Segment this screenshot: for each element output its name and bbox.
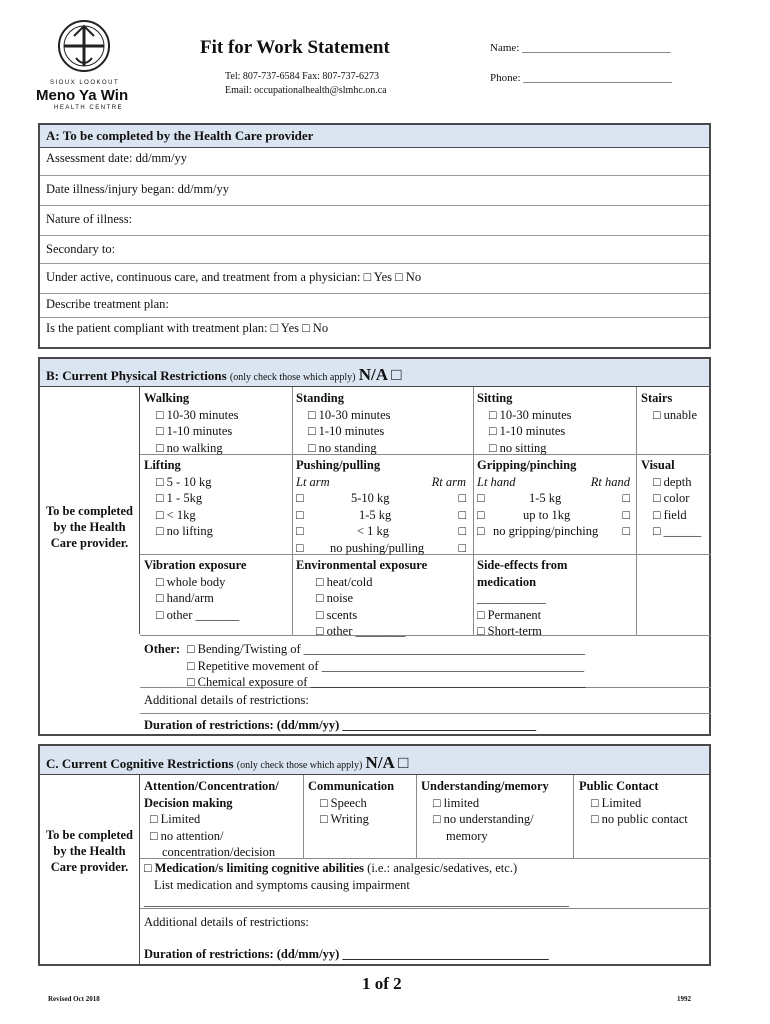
pushing-row[interactable]: □ 1-5 kg □ bbox=[296, 507, 466, 522]
section-b-side-label: To be completed by the Health Care provider. bbox=[40, 387, 140, 634]
medication-note: (i.e.: analgesic/sedatives, etc.) bbox=[364, 861, 518, 875]
vibration-group bbox=[144, 557, 246, 623]
section-b bbox=[38, 357, 711, 736]
attention-title: Attention/Concentration/ bbox=[144, 779, 279, 793]
walking-option[interactable]: □ no walking bbox=[156, 440, 223, 455]
sitting-option[interactable]: □ 10-30 minutes bbox=[489, 407, 572, 422]
b-additional-details[interactable]: Additional details of restrictions: bbox=[144, 693, 309, 707]
walking-group bbox=[144, 390, 239, 456]
compliant-row[interactable]: Is the patient compliant with treatment plan: □ Yes □ No bbox=[46, 321, 329, 335]
lifting-option[interactable]: □ no lifting bbox=[156, 524, 213, 538]
pushing-item-label: no pushing/pulling bbox=[330, 540, 425, 555]
lifting-group bbox=[144, 457, 213, 540]
attention-option[interactable]: □ Limited bbox=[150, 812, 201, 826]
stairs-option[interactable]: □ unable bbox=[653, 407, 697, 422]
standing-option[interactable]: □ 10-30 minutes bbox=[308, 407, 391, 422]
secondary-to-row[interactable]: Secondary to: bbox=[40, 236, 709, 264]
walking-title: Walking bbox=[144, 391, 190, 405]
pushing-row[interactable]: □ 5-10 kg □ bbox=[296, 491, 466, 505]
side-effects-title: Side-effects from medication bbox=[477, 558, 568, 589]
communication-option[interactable]: □ Writing bbox=[320, 812, 369, 826]
vibration-option[interactable]: □ other _______ bbox=[156, 607, 240, 622]
logo-name: Meno Ya Win bbox=[36, 87, 129, 104]
understanding-title: Understanding/memory bbox=[421, 779, 549, 793]
treatment-plan-row[interactable]: Describe treatment plan: bbox=[40, 294, 709, 318]
communication-group bbox=[308, 778, 394, 828]
pushing-item-label: 1-5 kg bbox=[359, 507, 392, 522]
section-a-heading: A: To be completed by the Health Care provider bbox=[40, 125, 709, 148]
pushing-item-label: 5-10 kg bbox=[351, 491, 390, 505]
visual-option[interactable]: □ ______ bbox=[653, 524, 702, 538]
sitting-title: Sitting bbox=[477, 391, 513, 405]
other-option[interactable]: □ Chemical exposure of ____________________________________________ bbox=[187, 675, 586, 689]
other-label-text: Other: bbox=[144, 642, 181, 656]
page-title: Fit for Work Statement bbox=[200, 37, 390, 58]
vibration-option[interactable]: □ whole body bbox=[156, 574, 226, 589]
pushing-row[interactable]: □ < 1 kg □ bbox=[296, 524, 466, 538]
attention-option[interactable]: □ no attention/ bbox=[150, 828, 224, 843]
b-duration[interactable]: Duration of restrictions: (dd/mm/yy) _______________________________ bbox=[144, 718, 537, 732]
side-effects-option[interactable]: □ Short-term bbox=[477, 624, 542, 638]
public-contact-option[interactable]: □ Limited bbox=[591, 795, 642, 810]
lifting-option[interactable]: □ 1 - 5kg bbox=[156, 491, 203, 505]
medication-group bbox=[144, 860, 569, 910]
environmental-option[interactable]: □ scents bbox=[316, 607, 358, 622]
section-b-title: B: Current Physical Restrictions bbox=[46, 368, 227, 383]
c-duration[interactable]: Duration of restrictions: (dd/mm/yy) _________________________________ bbox=[144, 947, 549, 961]
understanding-option[interactable]: □ no understanding/ bbox=[433, 812, 534, 826]
sitting-option[interactable]: □ 1-10 minutes bbox=[489, 424, 566, 438]
sitting-group bbox=[477, 390, 572, 456]
environmental-group bbox=[296, 557, 427, 640]
gripping-group bbox=[477, 457, 630, 540]
logo-sub-text: HEALTH CENTRE bbox=[54, 105, 124, 111]
assessment-date-row[interactable]: Assessment date: dd/mm/yy bbox=[40, 148, 709, 176]
environmental-title: Environmental exposure bbox=[296, 558, 428, 572]
stairs-group bbox=[641, 390, 697, 423]
standing-group bbox=[296, 390, 391, 456]
pushing-rt-label: Rt arm bbox=[431, 474, 466, 489]
understanding-group bbox=[421, 778, 549, 844]
gripping-row[interactable]: □ up to 1kg □ bbox=[477, 507, 630, 522]
medication-list-label: List medication and symptoms causing impairment bbox=[154, 877, 410, 892]
side-effects-option[interactable]: □ Permanent bbox=[477, 607, 542, 622]
other-label bbox=[144, 641, 180, 658]
form-code: 1992 bbox=[677, 995, 691, 1003]
section-c-title: C. Current Cognitive Restrictions bbox=[46, 756, 234, 771]
visual-title: Visual bbox=[641, 458, 675, 472]
environmental-option[interactable]: □ heat/cold bbox=[316, 574, 373, 589]
side-effects-group bbox=[477, 557, 627, 640]
standing-option[interactable]: □ no standing bbox=[308, 440, 377, 455]
medication-checkbox[interactable] bbox=[144, 860, 569, 877]
pushing-title: Pushing/pulling bbox=[296, 458, 381, 472]
medication-label: □ Medication/s limiting cognitive abilities bbox=[144, 861, 365, 875]
nature-illness-row[interactable]: Nature of illness: bbox=[40, 206, 709, 236]
logo-small-text: SIOUX LOOKOUT bbox=[50, 80, 120, 86]
gripping-row[interactable]: □ no gripping/pinching □ bbox=[477, 524, 630, 538]
understanding-option[interactable]: □ limited bbox=[433, 795, 480, 810]
communication-option[interactable]: □ Speech bbox=[320, 795, 367, 810]
walking-option[interactable]: □ 1-10 minutes bbox=[156, 424, 233, 438]
pushing-row[interactable]: □ no pushing/pulling □ bbox=[296, 540, 466, 555]
gripping-item-label: up to 1kg bbox=[523, 507, 571, 522]
side-effects-line[interactable]: ___________ bbox=[477, 591, 546, 605]
public-contact-title: Public Contact bbox=[579, 779, 659, 793]
section-c-note: (only check those which apply) bbox=[236, 760, 363, 771]
pushing-lt-label: Lt arm bbox=[296, 474, 330, 489]
attention-group bbox=[144, 778, 279, 861]
public-contact-group bbox=[579, 778, 688, 828]
attention-title-2: Decision making bbox=[144, 795, 233, 810]
standing-title: Standing bbox=[296, 391, 344, 405]
visual-group bbox=[641, 457, 701, 540]
pushing-item-label: < 1 kg bbox=[357, 524, 390, 538]
standing-option[interactable]: □ 1-10 minutes bbox=[308, 424, 385, 438]
stairs-title: Stairs bbox=[641, 391, 673, 405]
section-b-na-checkbox[interactable]: N/A □ bbox=[358, 365, 402, 384]
pushing-group bbox=[296, 457, 466, 556]
section-c bbox=[38, 744, 711, 966]
lifting-option[interactable]: □ < 1kg bbox=[156, 507, 196, 522]
section-b-heading bbox=[40, 359, 709, 387]
name-field[interactable]: Name: ___________________________ bbox=[490, 42, 671, 54]
illness-date-row[interactable]: Date illness/injury began: dd/mm/yy bbox=[40, 176, 709, 206]
c-additional-details[interactable]: Additional details of restrictions: bbox=[144, 915, 309, 929]
phone-field[interactable]: Phone: ___________________________ bbox=[490, 72, 672, 84]
tel-fax: Tel: 807-737-6584 Fax: 807-737-6273 bbox=[225, 71, 380, 82]
lifting-option[interactable]: □ 5 - 10 kg bbox=[156, 474, 212, 489]
other-option[interactable]: □ Bending/Twisting of _____________________________________________ bbox=[187, 642, 585, 656]
contact-info bbox=[225, 70, 387, 98]
vibration-title: Vibration exposure bbox=[144, 558, 247, 572]
section-b-note: (only check those which apply) bbox=[229, 372, 356, 383]
section-c-na-checkbox[interactable]: N/A □ bbox=[365, 753, 409, 772]
section-c-heading bbox=[40, 746, 709, 775]
other-items bbox=[187, 641, 586, 691]
active-care-row[interactable]: Under active, continuous care, and treatment from a physician: □ Yes □ No bbox=[40, 264, 709, 294]
page-number: 1 of 2 bbox=[362, 974, 402, 993]
gripping-item-label: 1-5 kg bbox=[529, 491, 562, 505]
other-option[interactable]: □ Repetitive movement of __________________________________________ bbox=[187, 658, 585, 673]
visual-option[interactable]: □ field bbox=[653, 507, 687, 522]
gripping-row[interactable]: □ 1-5 kg □ bbox=[477, 491, 630, 505]
understanding-option-cont: memory bbox=[446, 828, 488, 843]
lifting-title: Lifting bbox=[144, 458, 181, 472]
hospital-logo bbox=[36, 18, 132, 114]
revision-date: Revised Oct 2018 bbox=[48, 995, 100, 1003]
attention-option-cont: concentration/decision bbox=[162, 845, 276, 859]
communication-title: Communication bbox=[308, 779, 395, 793]
gripping-item-label: no gripping/pinching bbox=[493, 524, 599, 538]
section-a bbox=[38, 123, 711, 349]
medication-line[interactable]: ____________________________________________________________________ bbox=[144, 894, 569, 908]
gripping-lt-label: Lt hand bbox=[477, 474, 516, 489]
visual-option[interactable]: □ depth bbox=[653, 474, 692, 489]
environmental-option[interactable]: □ noise bbox=[316, 591, 354, 605]
gripping-rt-label: Rt hand bbox=[590, 474, 630, 489]
vibration-option[interactable]: □ hand/arm bbox=[156, 591, 214, 605]
section-c-side-label: To be completed by the Health Care provider. bbox=[40, 775, 140, 964]
gripping-title: Gripping/pinching bbox=[477, 458, 577, 472]
email: Email: occupationalhealth@slmhc.on.ca bbox=[225, 85, 387, 96]
sitting-option[interactable]: □ no sitting bbox=[489, 440, 547, 455]
public-contact-option[interactable]: □ no public contact bbox=[591, 812, 688, 826]
walking-option[interactable]: □ 10-30 minutes bbox=[156, 407, 239, 422]
visual-option[interactable]: □ color bbox=[653, 491, 690, 505]
environmental-option[interactable]: □ other ________ bbox=[316, 624, 406, 638]
